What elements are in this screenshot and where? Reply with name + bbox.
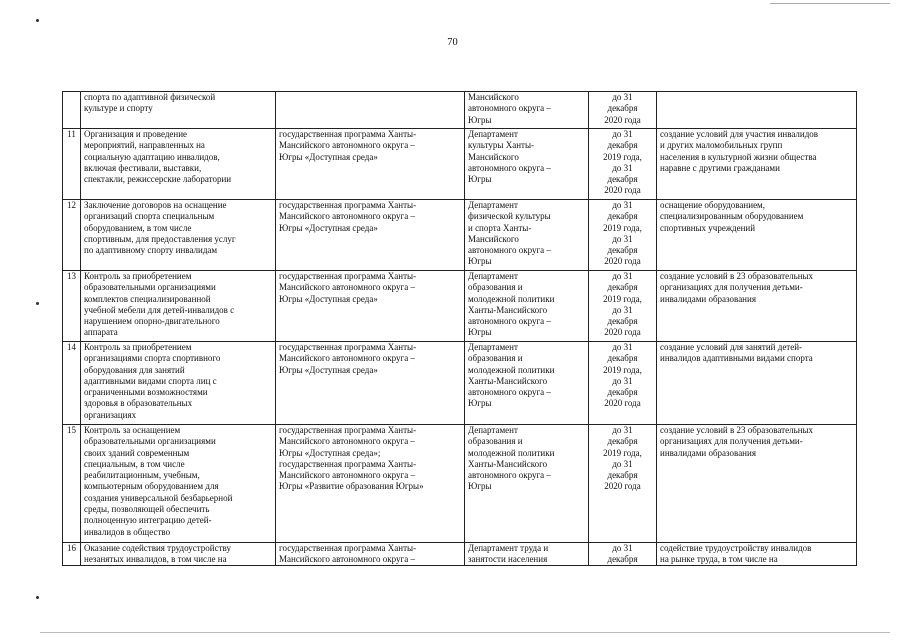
row-number xyxy=(63,92,81,129)
program-text: государственная программа Ханты- Мансийского автономного округа – xyxy=(279,543,417,565)
event-cell: Заключение договоров на оснащение организаций спорта специальным оборудованием, в том числе спортивным, для предоставления услуг по адаптивному спорту инвалидам xyxy=(81,200,276,271)
program-cell: государственная программа Ханты- Мансийского автономного округа – Югры «Доступная среда»; государственная программа Ханты- Мансийского автономного округа – Югры «Развитие образования Югры» xyxy=(276,425,465,543)
executor-cell: Департамент физической культуры и спорта Ханты- Мансийского автономного округа – Югры xyxy=(465,200,589,271)
page-number: 70 xyxy=(447,37,458,48)
executor-text: Департамент труда и занятости населения xyxy=(468,543,549,565)
table-row xyxy=(63,271,857,342)
result-cell: оснащение оборудованием, специализированным оборудованием спортивных учреждений xyxy=(657,200,857,271)
row-number: 11 xyxy=(63,129,81,200)
executor-cell xyxy=(465,543,589,566)
program-cell: государственная программа Ханты- Мансийского автономного округа – Югры «Доступная среда» xyxy=(276,342,465,425)
scan-edge-bottom xyxy=(40,632,890,633)
program-cell xyxy=(276,543,465,566)
measures-table xyxy=(62,91,857,566)
term-cell: до 31 декабря 2019 года, до 31 декабря 2020 года xyxy=(589,342,657,425)
row-number: 15 xyxy=(63,425,81,543)
table-row xyxy=(63,543,857,566)
term-cell: до 31 декабря 2019 года, до 31 декабря 2020 года xyxy=(589,425,657,543)
program-cell xyxy=(276,92,465,129)
result-cell xyxy=(657,92,857,129)
table-row xyxy=(63,200,857,271)
scan-speck xyxy=(36,596,39,599)
result-cell: создание условий для участия инвалидов и других маломобильных групп населения в культурной жизни общества наравне с другими гражданами xyxy=(657,129,857,200)
table-row xyxy=(63,425,857,543)
program-cell: государственная программа Ханты- Мансийского автономного округа – Югры «Доступная среда» xyxy=(276,200,465,271)
scan-speck xyxy=(36,19,39,22)
event-cell: Контроль за приобретением образовательными организациями комплектов специализированной учебной мебели для детей-инвалидов с нарушением опорно-двигательного аппарата xyxy=(81,271,276,342)
event-cell: Организация и проведение мероприятий, направленных на социальную адаптацию инвалидов, включая фестивали, выставки, спектакли, режиссерские лаборатории xyxy=(81,129,276,200)
row-number-text: 16 xyxy=(67,543,76,553)
row-number: 12 xyxy=(63,200,81,271)
event-text: Оказание содействия трудоустройству незанятых инвалидов, в том числе на xyxy=(84,543,231,565)
row-number: 14 xyxy=(63,342,81,425)
result-cell xyxy=(657,543,857,566)
term-cell: до 31 декабря 2020 года xyxy=(589,92,657,129)
event-cell xyxy=(81,543,276,566)
term-cell: до 31 декабря 2019 года, до 31 декабря 2020 года xyxy=(589,271,657,342)
executor-cell: Департамент образования и молодежной политики Ханты-Мансийского автономного округа – Югры xyxy=(465,425,589,543)
executor-cell: Департамент образования и молодежной политики Ханты-Мансийского автономного округа – Югры xyxy=(465,342,589,425)
scan-speck xyxy=(36,302,39,305)
executor-cell: Департамент образования и молодежной политики Ханты-Мансийского автономного округа – Югры xyxy=(465,271,589,342)
event-cell: Контроль за приобретением организациями спорта спортивного оборудования для занятий адаптивными видами спорта лиц с ограниченными возможностями здоровья в образовательных организациях xyxy=(81,342,276,425)
term-cell: до 31 декабря 2019 года, до 31 декабря 2020 года xyxy=(589,200,657,271)
result-cell: создание условий в 23 образовательных организациях для получения детьми- инвалидами образования xyxy=(657,425,857,543)
table-row xyxy=(63,92,857,129)
executor-cell: Мансийского автономного округа – Югры xyxy=(465,92,589,129)
term-cell: до 31 декабря 2019 года, до 31 декабря 2020 года xyxy=(589,129,657,200)
result-cell: создание условий в 23 образовательных организациях для получения детьми- инвалидами образования xyxy=(657,271,857,342)
program-cell: государственная программа Ханты- Мансийского автономного округа – Югры «Доступная среда» xyxy=(276,129,465,200)
table-row xyxy=(63,129,857,200)
event-cell: спорта по адаптивной физической культуре и спорту xyxy=(81,92,276,129)
table-row xyxy=(63,342,857,425)
row-number xyxy=(63,543,81,566)
result-cell: создание условий для занятий детей- инвалидов адаптивными видами спорта xyxy=(657,342,857,425)
scan-edge-top xyxy=(770,3,890,4)
row-number: 13 xyxy=(63,271,81,342)
executor-cell: Департамент культуры Ханты- Мансийского автономного округа – Югры xyxy=(465,129,589,200)
result-text: содействие трудоустройству инвалидов на рынке труда, в том числе на xyxy=(660,543,812,565)
term-text: до 31 декабря xyxy=(607,543,638,565)
event-cell: Контроль за оснащением образовательными организациями своих зданий современным специальным, в том числе реабилитационным, учебным, компьютерным оборудованием для создания универсальной безбарьерной среды, позволяющей обеспечить полноценную интеграцию детей- инвалидов в общество xyxy=(81,425,276,543)
term-cell xyxy=(589,543,657,566)
program-cell: государственная программа Ханты- Мансийского автономного округа – Югры «Доступная среда» xyxy=(276,271,465,342)
